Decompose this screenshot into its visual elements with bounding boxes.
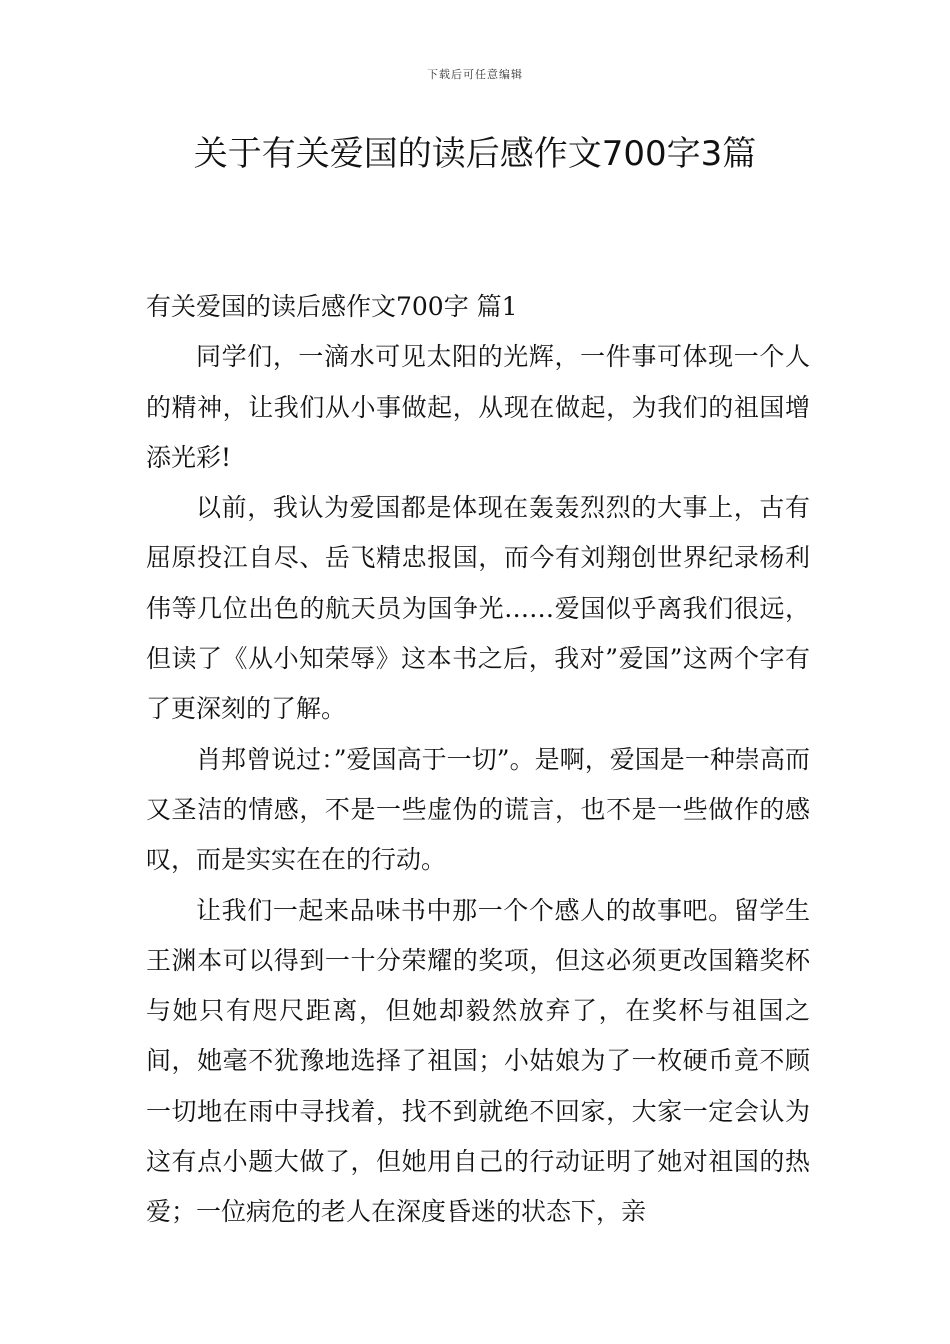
paragraph-1: 同学们，一滴水可见太阳的光辉，一件事可体现一个人的精神，让我们从小事做起，从现在做起，为我们的祖国增添光彩! (146, 342, 810, 472)
document-body (146, 282, 810, 1238)
paragraph-4: 让我们一起来品味书中那一个个感人的故事吧。留学生王渊本可以得到一十分荣耀的奖项，但这必须更改国籍奖杯与她只有咫尺距离，但她却毅然放弃了，在奖杯与祖国之间，她毫不犹豫地选择了祖国；小姑娘为了一枚硬币竟不顾一切地在雨中寻找着，找不到就绝不回家，大家一定会认为这有点小题大做了，但她用自己的行动证明了她对祖国的热爱；一位病危的老人在深度昏迷的状态下，亲 (146, 895, 810, 1227)
section-heading: 有关爱国的读后感作文700字 篇1 (146, 292, 518, 321)
paragraph-2: 以前，我认为爱国都是体现在轰轰烈烈的大事上，古有屈原投江自尽、岳飞精忠报国，而今有刘翔创世界纪录杨利伟等几位出色的航天员为国争光……爱国似乎离我们很远，但读了《从小知荣辱》这本书之后，我对”爱国”这两个字有了更深刻的了解。 (146, 493, 810, 724)
document-title: 关于有关爱国的读后感作文700字3篇 (193, 134, 757, 174)
paragraph-3: 肖邦曾说过：”爱国高于一切”。是啊，爱国是一种崇高而又圣洁的情感，不是一些虚伪的谎言，也不是一些做作的感叹，而是实实在在的行动。 (146, 744, 810, 875)
header-note: 下载后可任意编辑 (427, 68, 523, 81)
